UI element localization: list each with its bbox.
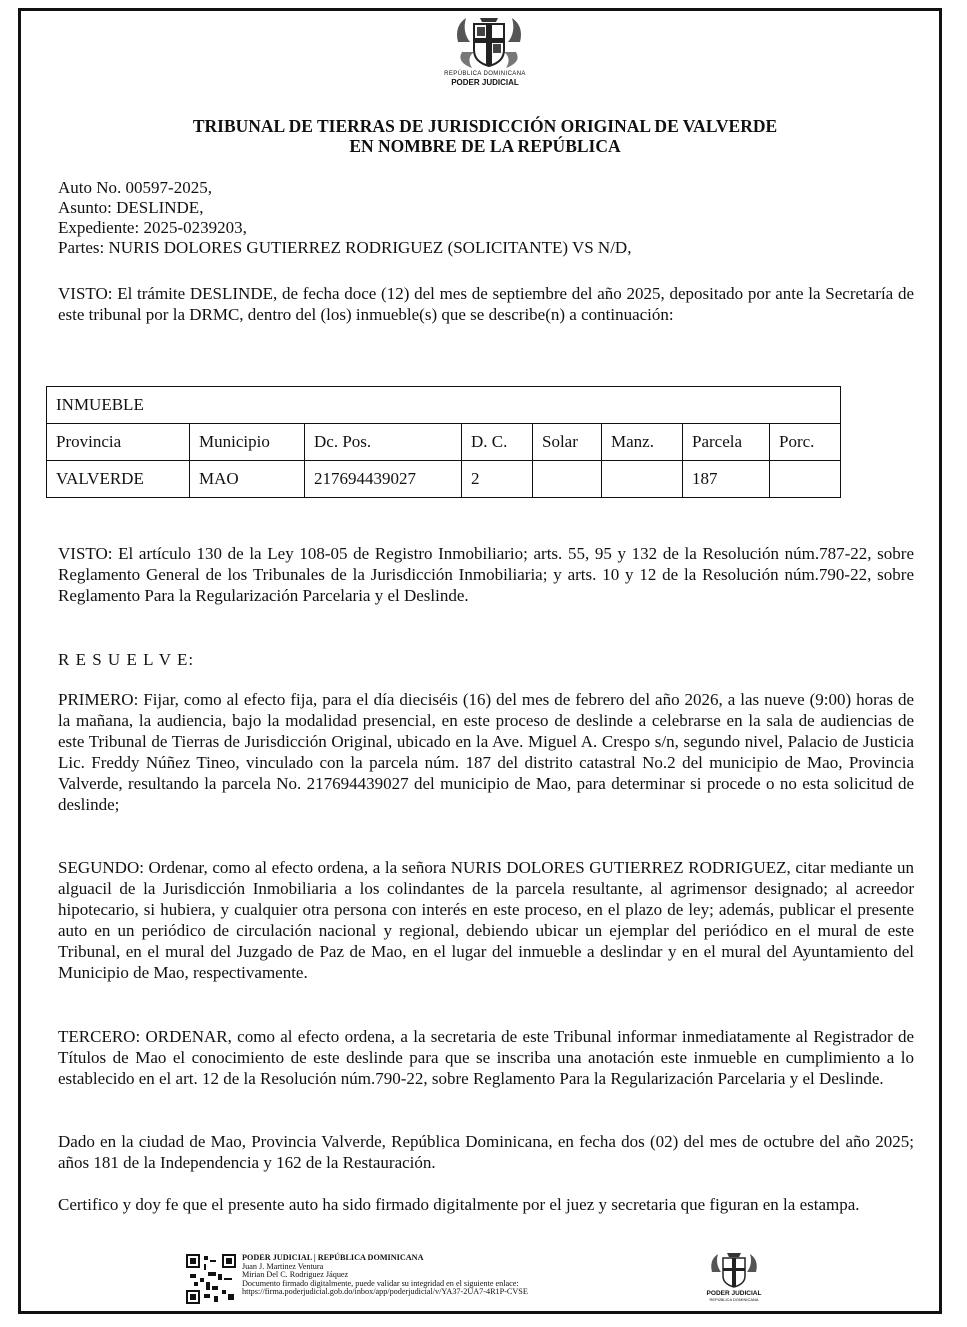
- stamp-validate-text: Documento firmado digitalmente, puede validar su integridad en el siguiente enlace:: [242, 1278, 519, 1288]
- col-porc: Porc.: [770, 424, 841, 461]
- case-metadata: [58, 178, 631, 258]
- tercero-paragraph: TERCERO: ORDENAR, como al efecto ordena, a la secretaria de este Tribunal informar inmediatamente al Registrador de Títulos de Mao el conocimiento de este deslinde para que se inscriba una anotación este inmueble en cumplimiento a lo establecido en el art. 12 de la Resolución núm.790-22, sobre Reglamento Para la Regularización Parcelaria y el Deslinde.: [58, 1027, 914, 1088]
- asunto: Asunto: DESLINDE,: [58, 198, 204, 217]
- expediente: Expediente: 2025-0239203,: [58, 218, 247, 237]
- stamp-validation-link[interactable]: https://firma.poderjudicial.gob.do/inbox/app/poderjudicial/v/YA37-2UA7-4R1P-CVSE: [242, 1287, 528, 1297]
- resuelve-heading: R E S U E L V E:: [58, 650, 195, 669]
- logo-institution: PODER JUDICIAL: [451, 78, 519, 87]
- table-row: [47, 461, 841, 498]
- coat-of-arms-logo: [452, 12, 526, 72]
- cell-solar: [533, 461, 602, 498]
- stamp-org: PODER JUDICIAL | REPÚBLICA DOMINICANA: [242, 1253, 424, 1262]
- col-parcela: Parcela: [683, 424, 770, 461]
- primero-paragraph: PRIMERO: Fijar, como al efecto fija, para el día dieciséis (16) del mes de febrero del año 2026, a las nueve (9:00) horas de la mañana, la audiencia, bajo la modalidad presencial, en este proceso de deslinde a celebrarse en la sala de audiencias de este Tribunal de Tierras de Jurisdicción Original, ubicado en la Ave. Miguel A. Crespo s/n, segundo nivel, Palacio de Justicia Lic. Freddy Núñez Tineo, vinculado con la parcela núm. 187 del distrito catastral No.2 del municipio de Mao, Provincia Valverde, resultando la parcela No. 217694439027 del municipio de Mao, para determinar si procede o no esta solicitud de deslinde;: [58, 690, 914, 814]
- logo-country: REPÚBLICA DOMINICANA: [444, 71, 526, 77]
- cell-municipio: MAO: [190, 461, 305, 498]
- footer-logo-institution: PODER JUDICIAL: [706, 1290, 762, 1297]
- inmueble-table: [46, 386, 841, 498]
- auto-number: Auto No. 00597-2025,: [58, 178, 212, 197]
- footer-coat-of-arms-logo: [708, 1250, 760, 1290]
- col-manz: Manz.: [602, 424, 683, 461]
- dado-paragraph: Dado en la ciudad de Mao, Provincia Valverde, República Dominicana, en fecha dos (02) del mes de octubre del año 2025; años 181 de la Independencia y 162 de la Restauración.: [58, 1132, 914, 1172]
- footer-logo-text: [700, 1290, 768, 1302]
- tribunal-title: TRIBUNAL DE TIERRAS DE JURISDICCIÓN ORIGINAL DE VALVERDE: [192, 116, 778, 136]
- table-header-row: [47, 424, 841, 461]
- visto-paragraph-1: VISTO: El trámite DESLINDE, de fecha doce (12) del mes de septiembre del año 2025, depositado por ante la Secretaría de este tribunal por la DRMC, dentro del (los) inmueble(s) que se describe(n) a continuación:: [58, 284, 914, 324]
- digital-signature-stamp: [242, 1254, 682, 1297]
- cell-manz: [602, 461, 683, 498]
- qr-code-icon[interactable]: [186, 1254, 236, 1304]
- cell-dc: 2: [462, 461, 533, 498]
- col-dc: D. C.: [462, 424, 533, 461]
- col-dc-pos: Dc. Pos.: [305, 424, 462, 461]
- table-caption: INMUEBLE: [47, 387, 841, 424]
- visto-paragraph-2: VISTO: El artículo 130 de la Ley 108-05 de Registro Inmobiliario; arts. 55, 95 y 132 de la Resolución núm.787-22, sobre Reglamento General de los Tribunales de la Jurisdicción Inmobiliaria; y arts. 10 y 12 de la Resolución núm.790-22, sobre Reglamento Para la Regularización Parcelaria y el Deslinde.: [58, 544, 914, 605]
- col-solar: Solar: [533, 424, 602, 461]
- cell-dc-pos: 217694439027: [305, 461, 462, 498]
- header-logo-text: [430, 70, 540, 88]
- footer-logo-country: REPÚBLICA DOMINICANA: [709, 1297, 759, 1302]
- segundo-paragraph: SEGUNDO: Ordenar, como al efecto ordena, a la señora NURIS DOLORES GUTIERREZ RODRIGUEZ, citar mediante un alguacil de la Jurisdicción Inmobiliaria a los colindantes de la parcela resultante, al agrimensor designado; al acreedor hipotecario, si hubiera, y cualquier otra persona con interés en este proceso, en el plazo de ley; además, publicar el presente auto en un periódico de circulación nacional y regional, debiendo ubicar un ejemplar del periódico en el mural de este Tribunal, en el mural del Juzgado de Paz de Mao, en el lugar del inmueble a deslindar y en el mural del Ayuntamiento del Municipio de Mao, respectivamente.: [58, 858, 914, 982]
- cell-provincia: VALVERDE: [47, 461, 190, 498]
- republic-subtitle: EN NOMBRE DE LA REPÚBLICA: [349, 136, 621, 156]
- stamp-signer-2: Mirian Del C. Rodriguez Jáquez: [242, 1270, 349, 1280]
- certifico-paragraph: Certifico y doy fe que el presente auto ha sido firmado digitalmente por el juez y secretaria que figuran en la estampa.: [58, 1195, 860, 1214]
- cell-parcela: 187: [683, 461, 770, 498]
- partes: Partes: NURIS DOLORES GUTIERREZ RODRIGUEZ (SOLICITANTE) VS N/D,: [58, 238, 632, 257]
- col-municipio: Municipio: [190, 424, 305, 461]
- col-provincia: Provincia: [47, 424, 190, 461]
- cell-porc: [770, 461, 841, 498]
- stamp-signer-1: Juan J. Martinez Ventura: [242, 1261, 324, 1271]
